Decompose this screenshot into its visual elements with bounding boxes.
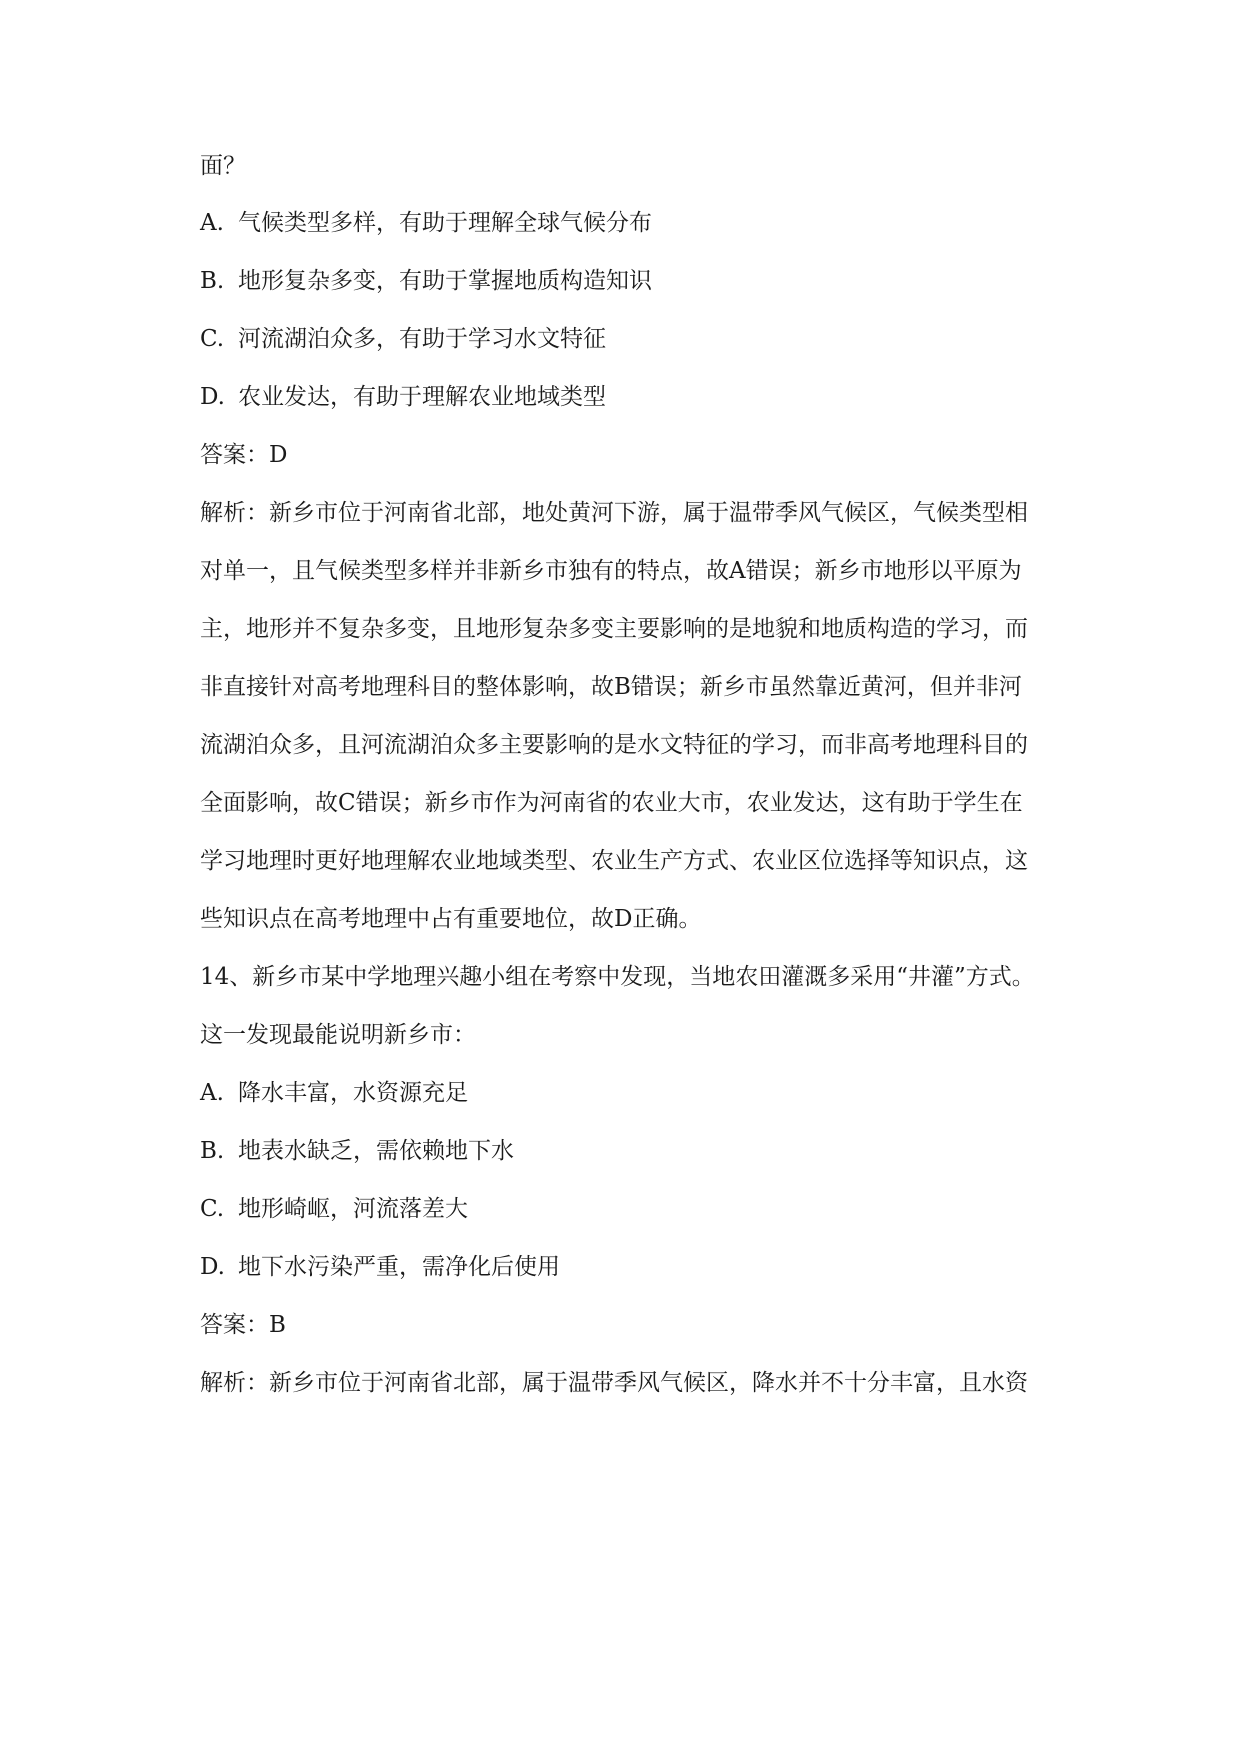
option-letter: A. <box>200 1080 224 1106</box>
option-text: 地形复杂多变，有助于掌握地质构造知识 <box>238 268 652 294</box>
q14-option-a <box>200 1077 1090 1109</box>
q14-option-c <box>200 1193 1090 1225</box>
option-text: 地形崎岖，河流落差大 <box>238 1196 468 1222</box>
q13-option-b <box>200 265 1090 297</box>
option-letter: D. <box>200 1254 225 1280</box>
q13-option-d <box>200 381 1090 413</box>
option-letter: D. <box>200 384 225 410</box>
q13-analysis-line: 全面影响，故C错误；新乡市作为河南省的农业大市，农业发达，这有助于学生在 <box>200 790 1023 816</box>
q13-analysis-line: 非直接针对高考地理科目的整体影响，故B错误；新乡市虽然靠近黄河，但并非河 <box>200 674 1022 700</box>
q13-answer: 答案：D <box>200 442 288 468</box>
q14-option-d <box>200 1251 1090 1283</box>
option-text: 降水丰富，水资源充足 <box>238 1080 468 1106</box>
q13-analysis-line: 些知识点在高考地理中占有重要地位，故D正确。 <box>200 906 702 932</box>
option-letter: B. <box>200 268 225 294</box>
q14-analysis-line: 解析：新乡市位于河南省北部，属于温带季风气候区，降水并不十分丰富，且水资 <box>200 1370 1028 1396</box>
q13-analysis-line: 解析：新乡市位于河南省北部，地处黄河下游，属于温带季风气候区，气候类型相 <box>200 500 1028 526</box>
option-letter: A. <box>200 210 224 236</box>
option-text: 气候类型多样，有助于理解全球气候分布 <box>238 210 652 236</box>
option-text: 地下水污染严重，需净化后使用 <box>238 1254 560 1280</box>
q14-option-b <box>200 1135 1090 1167</box>
option-letter: C. <box>200 1196 225 1222</box>
option-text: 河流湖泊众多，有助于学习水文特征 <box>238 326 606 352</box>
q13-analysis-line: 对单一，且气候类型多样并非新乡市独有的特点，故A错误；新乡市地形以平原为 <box>200 558 1022 584</box>
q13-analysis-line: 流湖泊众多，且河流湖泊众多主要影响的是水文特征的学习，而非高考地理科目的 <box>200 732 1028 758</box>
q14-stem-line: 这一发现最能说明新乡市： <box>200 1022 476 1048</box>
q13-option-a <box>200 207 1090 239</box>
option-letter: C. <box>200 326 225 352</box>
option-letter: B. <box>200 1138 225 1164</box>
option-text: 农业发达，有助于理解农业地域类型 <box>238 384 606 410</box>
option-text: 地表水缺乏，需依赖地下水 <box>238 1138 514 1164</box>
question-continuation: 面？ <box>200 153 246 179</box>
q14-answer: 答案：B <box>200 1312 286 1338</box>
q14-stem-line: 14、新乡市某中学地理兴趣小组在考察中发现，当地农田灌溉多采用“井灌”方式。 <box>200 964 1035 990</box>
q13-analysis-line: 主，地形并不复杂多变，且地形复杂多变主要影响的是地貌和地质构造的学习，而 <box>200 616 1028 642</box>
q13-option-c <box>200 323 1090 355</box>
q13-analysis-line: 学习地理时更好地理解农业地域类型、农业生产方式、农业区位选择等知识点，这 <box>200 848 1028 874</box>
